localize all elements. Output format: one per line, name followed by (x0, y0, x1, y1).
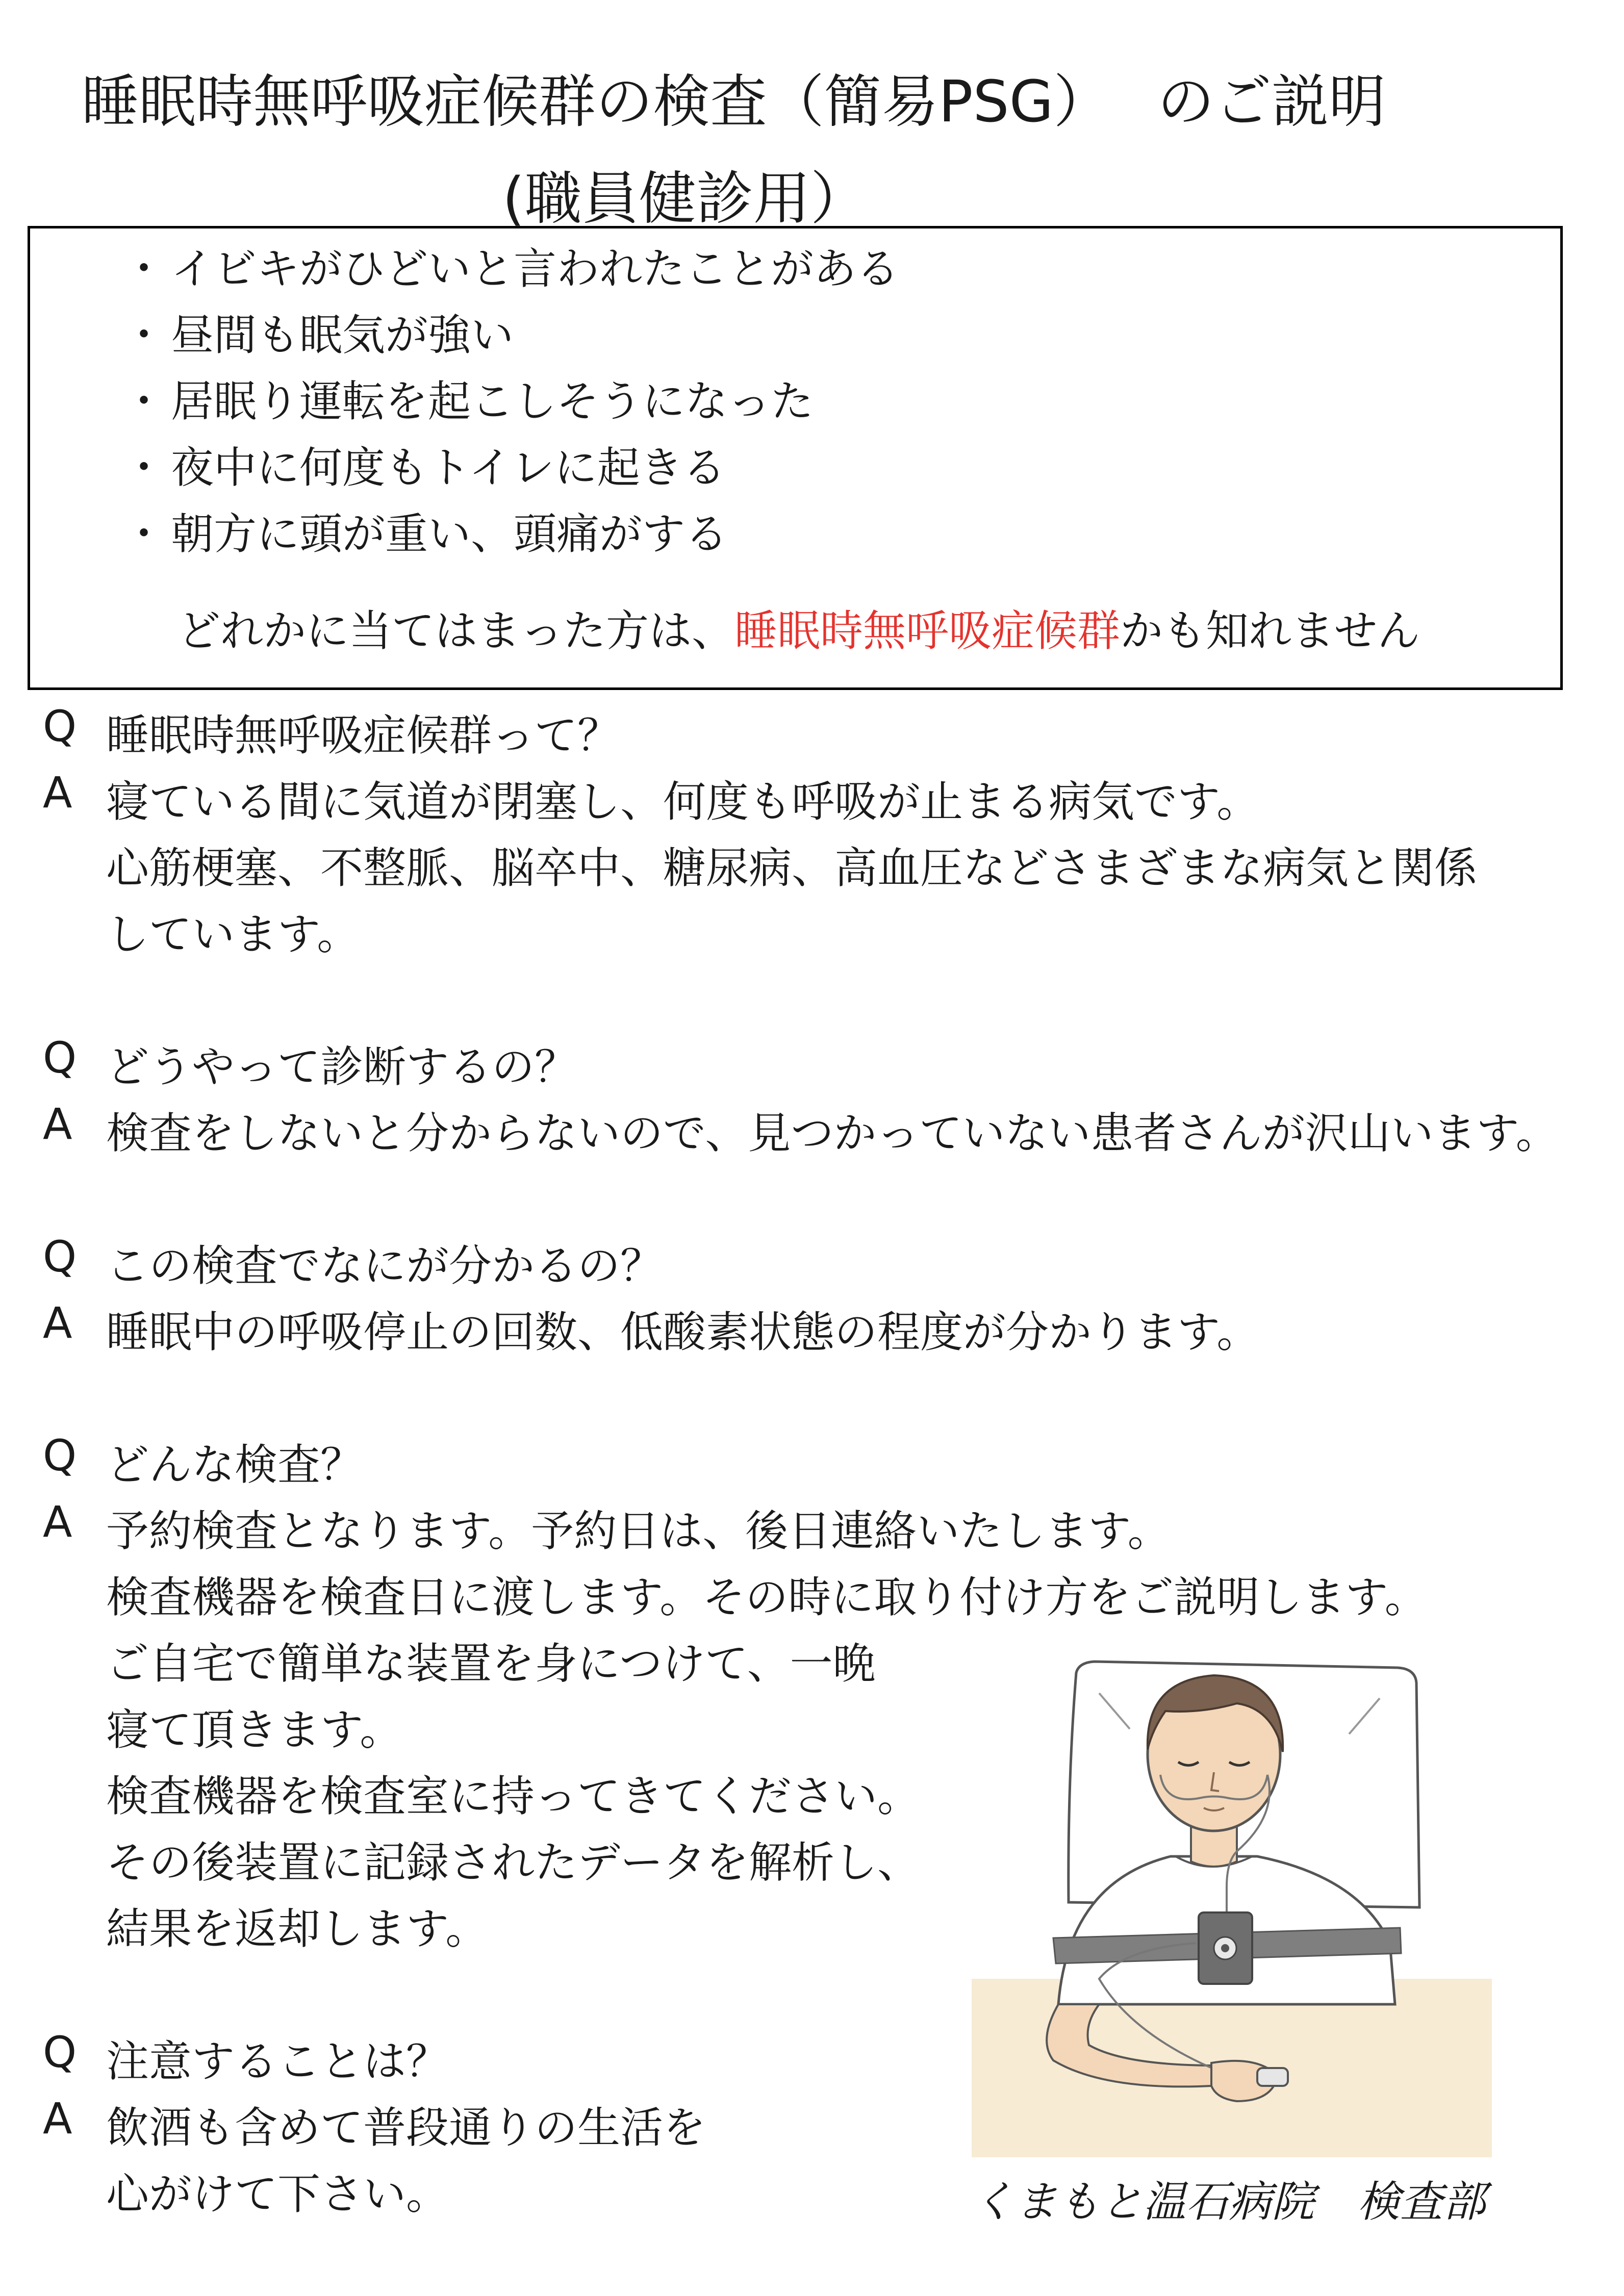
answer-line: 予約検査となります。予約日は、後日連絡いたします。 (106, 1506, 1171, 1556)
answer-line: 寝て頂きます。 (106, 1705, 403, 1755)
symptom-item: イビキがひどいと言われたことがある (171, 244, 900, 294)
symptom-conclusion (177, 597, 1420, 658)
question-text: 睡眠時無呼吸症候群って？ (106, 710, 621, 760)
bullet-icon: ・ (122, 509, 166, 559)
answer-mark: A (43, 1497, 72, 1547)
answer-line: しています。 (106, 909, 360, 959)
question-text: どうやって診断するの？ (106, 1042, 578, 1092)
answer-line: 心筋梗塞、不整脈、脳卒中、糖尿病、高血圧などさまざまな病気と関係 (106, 843, 1478, 893)
answer-line: 検査機器を検査室に持ってきてください。 (106, 1771, 921, 1821)
bullet-icon: ・ (122, 376, 166, 426)
answer-line: 検査機器を検査日に渡します。その時に取り付け方をご説明します。 (106, 1572, 1428, 1622)
symptom-item: 夜中に何度もトイレに起きる (171, 443, 726, 493)
answer-line: 飲酒も含めて普段通りの生活を (106, 2103, 706, 2153)
conclusion-highlight: 睡眠時無呼吸症候群 (734, 606, 1121, 656)
question-mark: Q (43, 1431, 77, 1481)
symptom-item: 昼間も眠気が強い (171, 310, 514, 360)
answer-line: 寝ている間に気道が閉塞し、何度も呼吸が止まる病気です。 (106, 777, 1260, 827)
question-text: どんな検査？ (106, 1440, 364, 1490)
footer-department: くまもと温石病院 検査部 (972, 2177, 1486, 2227)
question-text: この検査でなにが分かるの？ (106, 1241, 664, 1291)
question-mark: Q (43, 1232, 77, 1282)
answer-mark: A (43, 1298, 72, 1348)
question-text: 注意することは？ (106, 2036, 449, 2086)
question-mark: Q (43, 1033, 77, 1083)
symptom-item: 朝方に頭が重い、頭痛がする (171, 509, 728, 559)
answer-mark: A (43, 1099, 72, 1149)
question-mark: Q (43, 701, 77, 751)
symptom-item: 居眠り運転を起こしそうになった (171, 376, 814, 426)
answer-line: 心がけて下さい。 (106, 2169, 449, 2219)
conclusion-text: かも知れません (1120, 606, 1420, 656)
sleeping-patient-with-monitor-icon (972, 1652, 1492, 2157)
bullet-icon: ・ (122, 310, 166, 360)
answer-line: 睡眠中の呼吸停止の回数、低酸素状態の程度が分かります。 (106, 1307, 1260, 1357)
answer-mark: A (43, 2094, 72, 2144)
bullet-icon: ・ (122, 244, 166, 294)
answer-line: ご自宅で簡単な装置を身につけて、一晩 (106, 1639, 876, 1689)
question-mark: Q (43, 2027, 77, 2077)
answer-mark: A (43, 768, 72, 818)
page-subtitle: (職員健診用） (502, 166, 868, 232)
answer-line: 結果を返却します。 (106, 1904, 489, 1954)
answer-line: その後装置に記録されたデータを解析し、 (106, 1838, 921, 1887)
answer-line: 検査をしないと分からないので、見つかっていない患者さんが沢山います。 (106, 1108, 1559, 1158)
conclusion-text: どれかに当てはまった方は、 (177, 606, 735, 656)
bullet-icon: ・ (122, 443, 166, 493)
page-title: 睡眠時無呼吸症候群の検査（簡易PSG） のご説明 (82, 69, 1386, 135)
